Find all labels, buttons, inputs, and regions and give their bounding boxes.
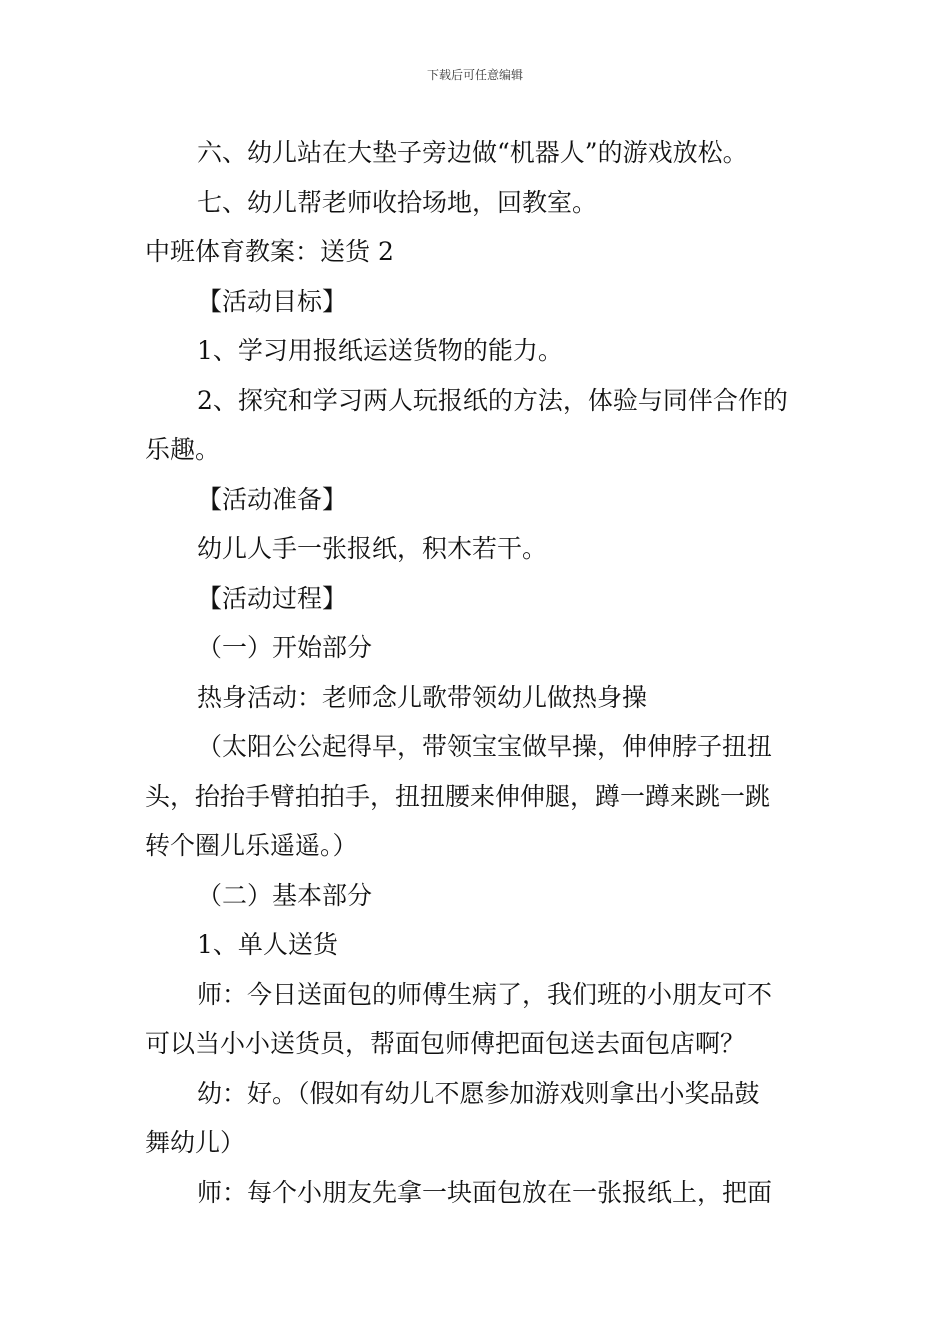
- text-line: 幼儿人手一张报纸，积木若干。: [197, 534, 548, 563]
- section-heading: 【活动准备】: [197, 484, 348, 514]
- section-heading: 【活动过程】: [197, 583, 348, 613]
- text-line: 转个圈儿乐遥遥。）: [145, 831, 358, 860]
- page-header: 下载后可任意编辑: [426, 68, 523, 82]
- text-line: 幼：好。（假如有幼儿不愿参加游戏则拿出小奖品鼓: [197, 1078, 760, 1108]
- text-line: 1、单人送货: [197, 930, 338, 959]
- document-body: [145, 128, 810, 1217]
- subsection-heading: （一）开始部分: [197, 633, 373, 662]
- text-line: 六、幼儿站在大垫子旁边做“机器人”的游戏放松。: [197, 138, 748, 167]
- text-line: 七、幼儿帮老师收拾场地，回教室。: [197, 187, 598, 217]
- text-line: 舞幼儿）: [145, 1128, 246, 1157]
- text-line: 师：每个小朋友先拿一块面包放在一张报纸上，把面: [197, 1177, 773, 1207]
- section-heading: 【活动目标】: [197, 286, 348, 316]
- text-line: 热身活动：老师念儿歌带领幼儿做热身操: [197, 682, 648, 712]
- text-line: 1、学习用报纸运送货物的能力。: [197, 336, 563, 365]
- text-line: 乐趣。: [145, 435, 221, 464]
- subsection-heading: （二）基本部分: [197, 880, 373, 910]
- text-line: 2、探究和学习两人玩报纸的方法，体验与同伴合作的: [197, 385, 788, 415]
- text-line: （太阳公公起得早，带领宝宝做早操，伸伸脖子扭扭: [197, 732, 773, 761]
- text-line: 可以当小小送货员，帮面包师傅把面包送去面包店啊？: [145, 1029, 746, 1058]
- text-line: 师：今日送面包的师傅生病了，我们班的小朋友可不: [197, 979, 773, 1009]
- section-title: 中班体育教案：送货 2: [145, 237, 394, 266]
- text-line: 头，抬抬手臂拍拍手，扭扭腰来伸伸腿，蹲一蹲来跳一跳: [145, 781, 771, 811]
